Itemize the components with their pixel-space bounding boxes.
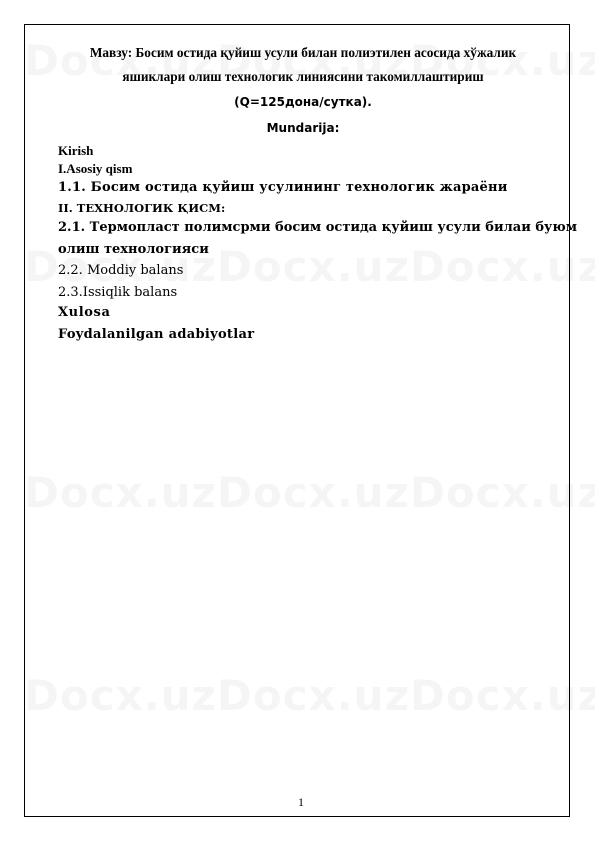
title-line-3: (Q=125дона/сутка).: [234, 95, 372, 109]
toc-item-2-1: 2.1. Термопласт полимсрми босим остида қуйиш усули билаи буюм: [58, 220, 577, 235]
page-number: 1: [298, 795, 304, 809]
toc-item-kirish: Kirish: [58, 143, 94, 158]
toc-item-2-2: 2.2. Moddiy balans: [58, 263, 184, 278]
toc-item-1-1: 1.1. Босим остида қуйиш усулининг технологик жараёни: [58, 180, 508, 195]
toc-item-2-3: 2.3.Issiqlik balans: [58, 285, 178, 300]
page-border: [24, 24, 570, 817]
toc-item-foydalanilgan-adabiyotlar: Foydalanilgan adabiyotlar: [58, 327, 255, 342]
title-line-1: Мавзу: Босим остида қуйиш усули билан полиэтилен асосида хўжалик: [89, 45, 517, 60]
toc-heading: Mundarija:: [266, 121, 340, 135]
title-line-2: яшиклари олиш технологик линиясини такомиллаштириш: [122, 69, 484, 84]
toc-item-asosiy-qism: I.Asosiy qism: [58, 161, 133, 176]
toc-item-xulosa: Xulosa: [58, 305, 111, 320]
toc-item-section-ii: II. ТЕХНОЛОГИК ҚИСМ:: [58, 201, 226, 215]
toc-item-2-1-continued: олиш технологияси: [58, 242, 209, 257]
